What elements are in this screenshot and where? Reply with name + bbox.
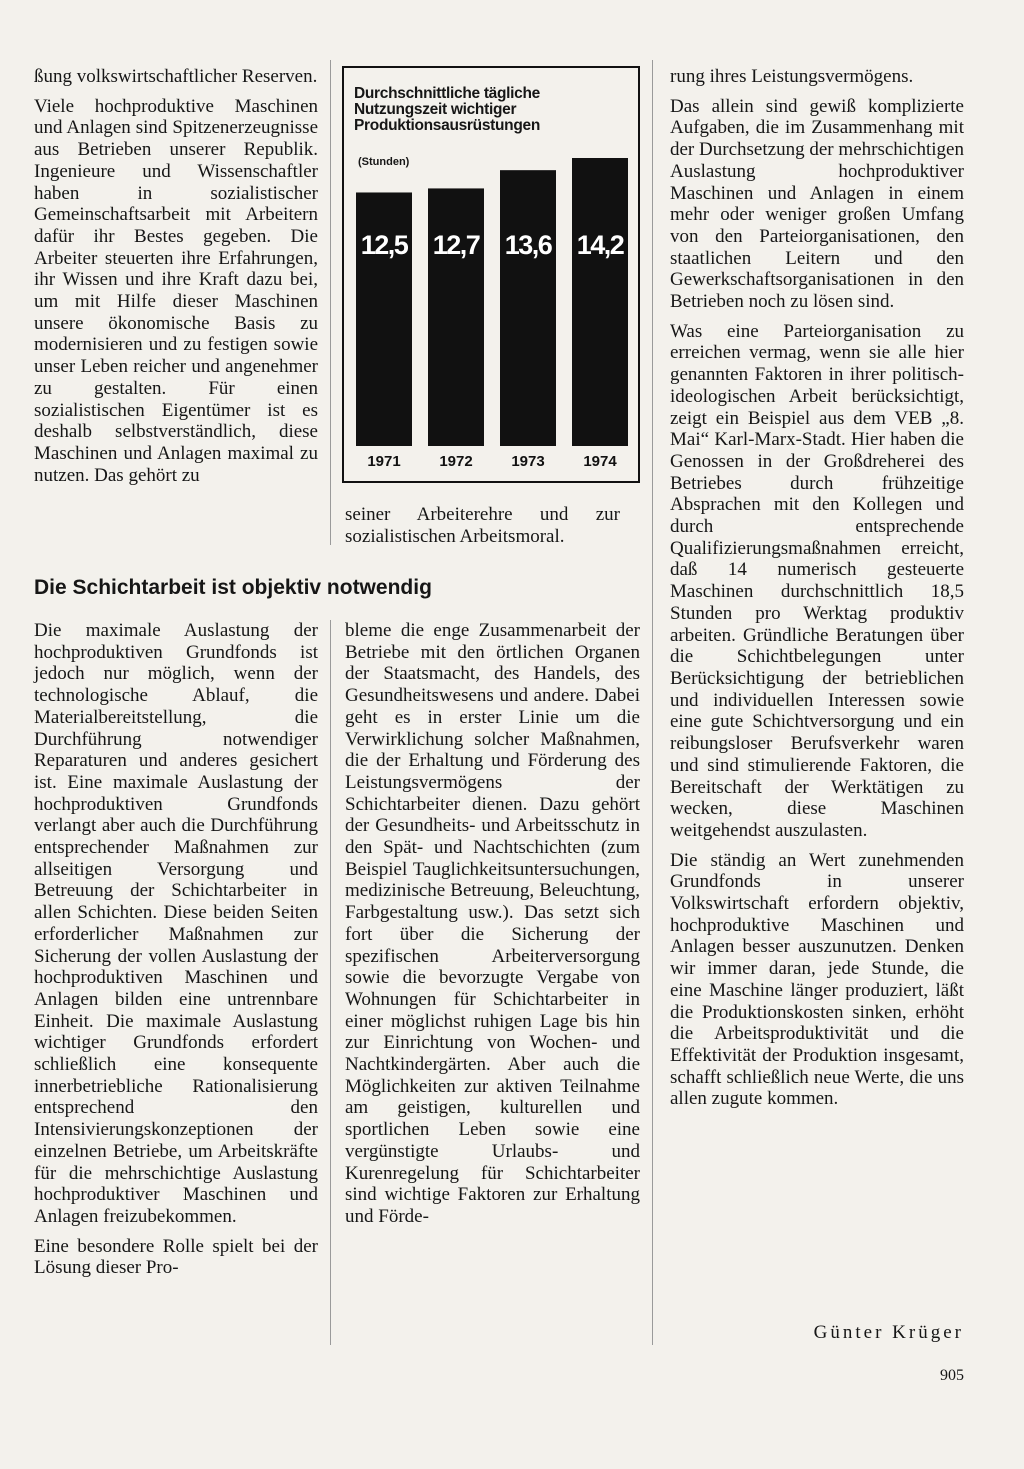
paragraph: ßung volkswirtschaftlicher Reserven. xyxy=(34,66,318,87)
chart-plot xyxy=(344,68,638,481)
paragraph: Das allein sind gewiß komplizierte Aufgaben, die im Zusammenhang mit der Durchsetzung der mehrschichtigen Auslastung hochproduktiver Maschinen und Anlagen in einem mehr oder weniger großen Umfang von den Parteiorganisationen, den staatlichen Leitern und den Gewerkschaftsorganisationen in den Betrieben noch zu lösen sind. xyxy=(670,95,964,313)
bar-value-label: 12,7 xyxy=(432,230,480,260)
category-label: 1973 xyxy=(511,453,545,470)
bar-1972 xyxy=(428,188,484,446)
column-divider xyxy=(330,620,331,1345)
bar-1974 xyxy=(572,158,628,446)
column-divider xyxy=(652,60,653,1345)
category-label: 1974 xyxy=(583,453,617,470)
chart-caption: seiner Arbeiterehre und zur sozialistischen Arbeitsmoral. xyxy=(345,504,620,547)
bar-value-label: 13,6 xyxy=(504,230,552,260)
column-bottom-left xyxy=(34,620,318,1279)
bar-value-label: 12,5 xyxy=(360,230,408,260)
paragraph: Viele hochproduktive Maschinen und Anlagen sind Spitzenerzeugnisse aus Betrieben unserer Republik. Ingenieure und Wissenschaftler haben in sozialistischer Gemeinschaftsarbeit mit Arbeitern dafür ihr Bestes gegeben. Die Arbeiter steuerten ihre Erfahrungen, ihr Wissen und ihre Kraft dazu bei, um mit Hilfe dieser Maschinen unsere ökonomische Basis zu modernisieren und zu festigen sowie unser Leben reicher und angenehmer zu gestalten. Für einen sozialistischen Eigentümer ist es deshalb selbstverständlich, diese Maschinen und Anlagen maximal zu nutzen. Das gehört zu xyxy=(34,95,318,486)
paragraph: Die maximale Auslastung der hochproduktiven Grundfonds ist jedoch nur möglich, wenn der technologische Ablauf, die Materialbereitstellung, die Durchführung notwendiger Reparaturen und anderes gesichert ist. Eine maximale Auslastung der hochproduktiven Grundfonds verlangt aber auch die Durchführung entsprechender Maßnahmen zur allseitigen Versorgung und Betreuung der Schichtarbeiter in allen Schichten. Diese beiden Seiten erforderlicher Maßnahmen zur Sicherung der vollen Auslastung der hochproduktiven Maschinen und Anlagen bilden eine untrennbare Einheit. Die maximale Auslastung wichtiger Grundfonds erfordert schließlich eine konsequente innerbetriebliche Rationalisierung entsprechend den Intensivierungskonzeptionen der einzelnen Betriebe, um Arbeitskräfte für die mehrschichtige Auslastung hochproduktiver Maschinen und Anlagen freizubekommen. xyxy=(34,620,318,1227)
paragraph: Die ständig an Wert zunehmenden Grundfonds in unserer Volkswirtschaft erfordern objektiv, hochproduktive Maschinen und Anlagen besser auszunutzen. Denken wir immer daran, jede Stunde, die eine Maschine länger produziert, läßt die Produktionskosten sinken, erhöht die Arbeitsproduktivität und die Effektivität der Produktion insgesamt, schafft schließlich neue Werte, die uns allen zugute kommen. xyxy=(670,849,964,1110)
column-divider xyxy=(330,60,331,545)
author-signature: Günter Krüger xyxy=(813,1322,964,1343)
paragraph: Eine besondere Rolle spielt bei der Lösung dieser Pro- xyxy=(34,1235,318,1279)
paragraph: Was eine Parteiorganisation zu erreichen vermag, wenn sie alle hier genannten Faktoren in ihrer politisch-ideologischen Arbeit berücksichtigt, zeigt ein Beispiel aus dem VEB „8. Mai“ Karl-Marx-Stadt. Hier haben die Genossen in der Großdreherei des Betriebes durch frühzeitige Absprachen mit den Kollegen und durch entsprechende Qualifizierungsmaßnahmen erreicht, daß 14 numerisch gesteuerte Maschinen durchschnittlich 18,5 Stunden pro Werktag produktiv arbeiten. Gründliche Beratungen über die Schichtbelegungen unter Berücksichtigung der betrieblichen und individuellen Interessen sowie eine gute Schichtversorgung und ein reibungsloser Berufsverkehr waren und sind stimulierende Faktoren, die Bereitschaft der Werktätigen zu wecken, diese Maschinen weitgehendst auszulasten. xyxy=(670,320,964,841)
column-bottom-middle xyxy=(345,620,640,1228)
paragraph: rung ihres Leistungsvermögens. xyxy=(670,66,914,87)
category-label: 1971 xyxy=(367,453,401,470)
category-label: 1972 xyxy=(439,453,473,470)
page-number: 905 xyxy=(940,1367,964,1384)
paragraph: bleme die enge Zusammenarbeit der Betriebe mit den örtlichen Organen der Staatsmacht, des Handels, des Gesundheitswesens und andere. Dabei geht es in erster Linie um die Verwirklichung solcher Maßnahmen, die der Erhaltung und Förderung des Leistungsvermögens der Schichtarbeiter dienen. Dazu gehört der Gesundheits- und Arbeitsschutz in den Spät- und Nachtschichten (zum Beispiel Tauglichkeitsuntersuchungen, medizinische Betreuung, Beleuchtung, Farbgestaltung usw.). Das setzt sich fort über die Sicherung der spezifischen Arbeiterversorgung sowie die bevorzugte Vergabe von Wohnungen für Schichtarbeiter in einer möglichst ruhigen Lage bis hin zur Einrichtung von Wochen- und Nachtkindergärten. Aber auch die Möglichkeiten zur aktiven Teilnahme am geistigen, kulturellen und sportlichen Leben sowie eine vergünstigte Urlaubs- und Kurenregelung für Schichtarbeiter sind wichtige Faktoren zur Erhaltung und Förde- xyxy=(345,620,640,1227)
column-top-left xyxy=(34,66,318,486)
bar-chart xyxy=(342,66,640,483)
chart-title: Durchschnittliche tägliche Nutzungszeit wichtiger Produktionsausrüstungen xyxy=(354,85,541,134)
chart-unit: (Stunden) xyxy=(358,156,410,168)
column-top-right xyxy=(670,66,964,1110)
section-heading: Die Schichtarbeit ist objektiv notwendig xyxy=(34,576,432,599)
bar-1973 xyxy=(500,170,556,446)
bar-value-label: 14,2 xyxy=(576,230,624,260)
